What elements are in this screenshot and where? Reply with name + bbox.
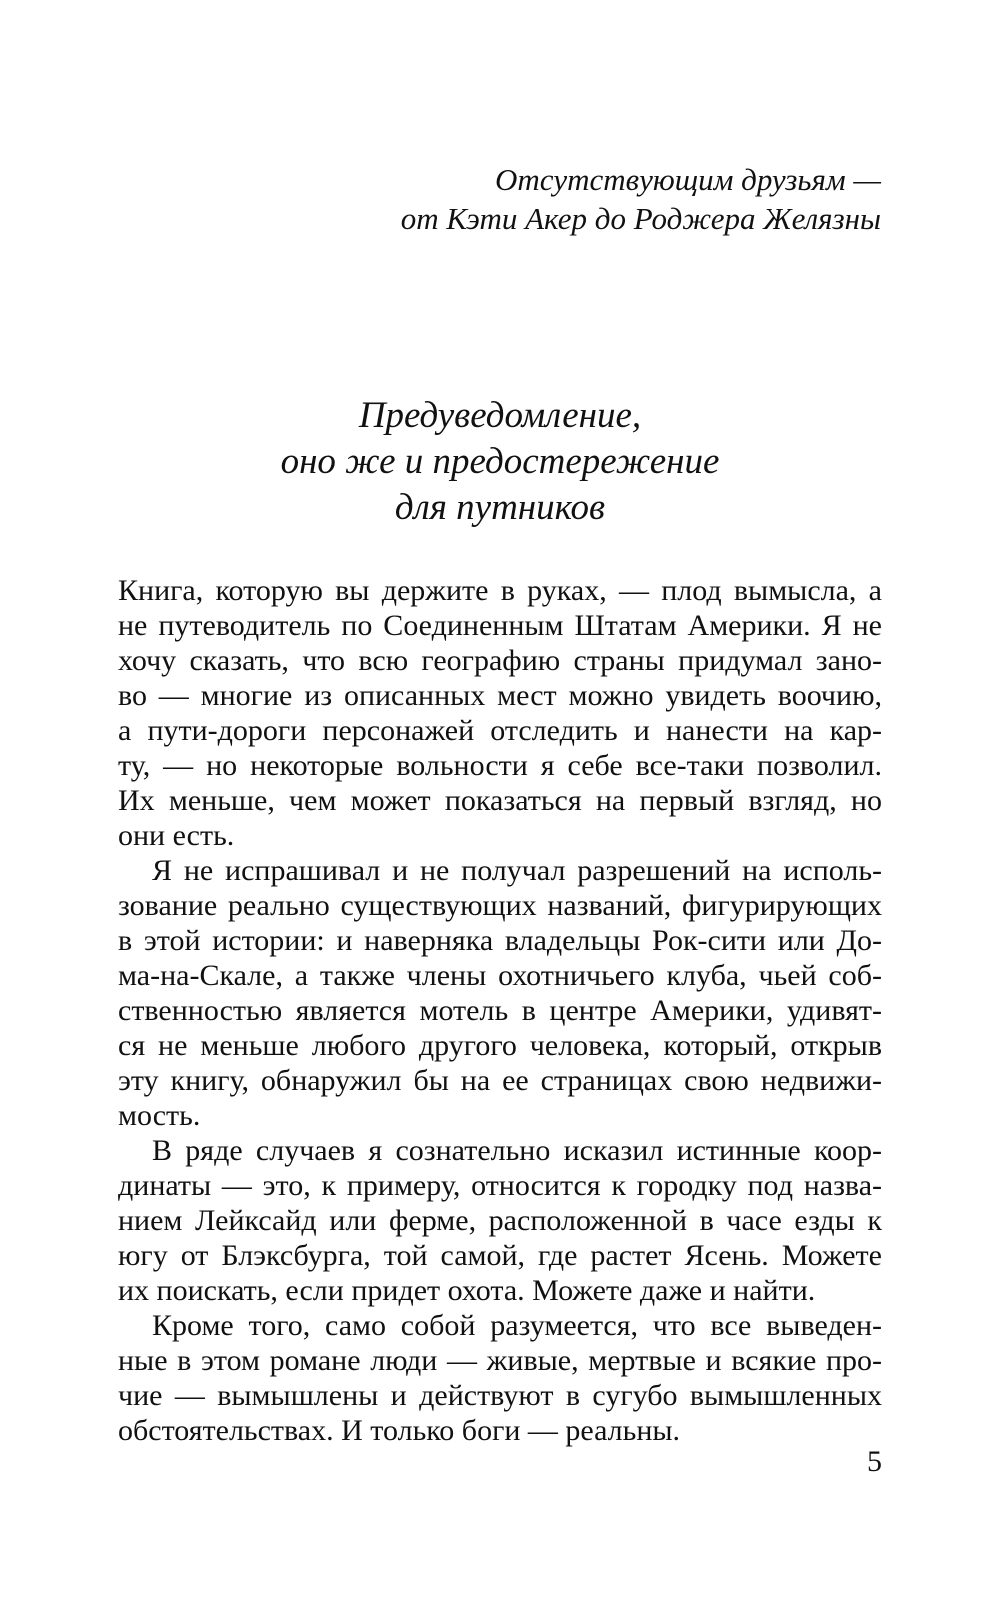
text-line: эту книгу, обнаружил бы на ее страницах свою недвижи- <box>118 1064 882 1097</box>
text-line: нием Лейксайд или ферме, расположенной в часе езды к <box>118 1204 882 1237</box>
title-line: Предуведомление, <box>358 395 642 436</box>
chapter-title <box>100 393 900 531</box>
text-line: ся не меньше любого другого человека, который, открыв <box>118 1029 882 1062</box>
text-line: югу от Блэксбурга, той самой, где растет Ясень. Можете <box>118 1239 882 1272</box>
dedication <box>181 160 881 238</box>
title-line: оно же и предостережение <box>280 441 720 482</box>
text-line: динаты — это, к примеру, относится к городку под назва- <box>118 1169 882 1202</box>
text-line: ту, — но некоторые вольности я себе все-таки позволил. <box>118 749 882 782</box>
text-line: не путеводитель по Соединенным Штатам Америки. Я не <box>118 609 882 642</box>
text-line: во — многие из описанных мест можно увидеть воочию, <box>118 679 882 712</box>
dedication-line: от Кэти Акер до Роджера Желязны <box>400 201 881 236</box>
text-line: Книга, которую вы держите в руках, — плод вымысла, а <box>118 574 882 607</box>
text-line: ственностью является мотель в центре Америки, удивят- <box>118 994 882 1027</box>
dedication-line: Отсутствующим друзьям — <box>495 162 881 197</box>
text-line: мость. <box>118 1099 201 1132</box>
paragraph-2 <box>118 853 882 1133</box>
text-line: Кроме того, само собой разумеется, что все выведен- <box>152 1309 882 1342</box>
body-text <box>118 573 882 1448</box>
paragraph-3 <box>118 1133 882 1308</box>
text-line: В ряде случаев я сознательно исказил истинные коор- <box>152 1134 882 1167</box>
text-line: Я не испрашивал и не получал разрешений на исполь- <box>152 854 882 887</box>
text-line: их поискать, если придет охота. Можете даже и найти. <box>118 1274 816 1307</box>
text-line: зование реально существующих названий, фигурирующих <box>118 889 882 922</box>
text-line: они есть. <box>118 819 235 852</box>
text-line: обстоятельствах. И только боги — реальны. <box>118 1414 681 1447</box>
text-line: хочу сказать, что всю географию страны придумал зано- <box>118 644 882 677</box>
text-line: в этой истории: и наверняка владельцы Рок-сити или До- <box>118 924 882 957</box>
paragraph-1 <box>118 573 882 853</box>
text-line: ные в этом романе люди — живые, мертвые и всякие про- <box>118 1344 882 1377</box>
text-line: чие — вымышлены и действуют в сугубо вымышленных <box>118 1379 882 1412</box>
text-line: Их меньше, чем может показаться на первый взгляд, но <box>118 784 882 817</box>
paragraph-4 <box>118 1308 882 1448</box>
text-line: ма-на-Скале, а также члены охотничьего клуба, чьей соб- <box>118 959 882 992</box>
text-line: а пути-дороги персонажей отследить и нанести на кар- <box>118 714 882 747</box>
title-line: для путников <box>394 487 606 528</box>
page-number: 5 <box>867 1445 882 1478</box>
